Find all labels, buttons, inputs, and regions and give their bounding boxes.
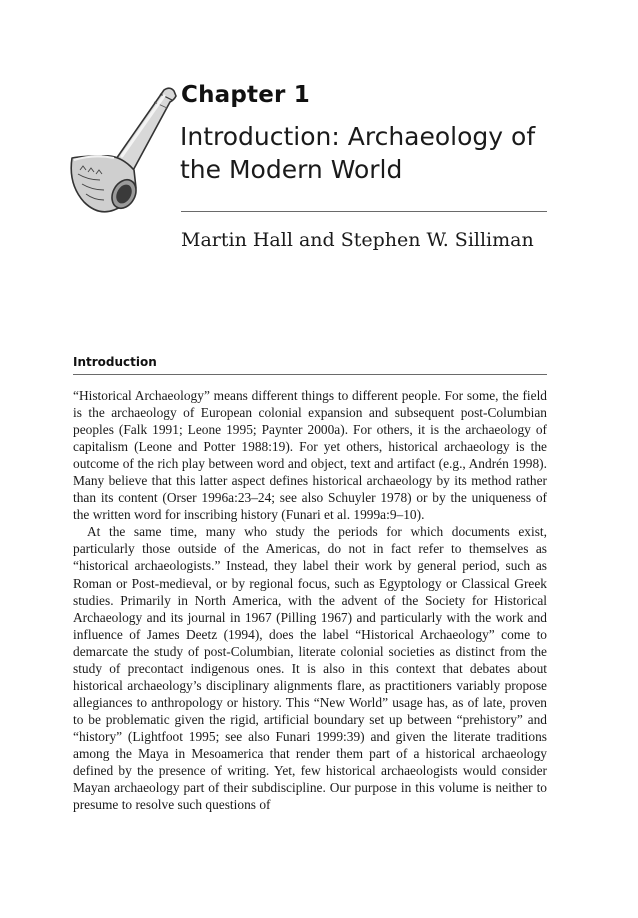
chapter-title: Introduction: Archaeology of the Modern World (180, 122, 536, 184)
chapter-label: Chapter 1 (181, 82, 310, 108)
title-divider (181, 211, 547, 212)
chapter-authors: Martin Hall and Stephen W. Silliman (181, 229, 534, 251)
body-text (73, 387, 547, 813)
paragraph: At the same time, many who study the periods for which documents exist, particularly those outside of the Americas, do not in fact refer to themselves as “historical archaeologists.” Instead, they label their work by general period, such as Roman or Post-medieval, or by regional focus, such as Egyptology or Classical Greek studies. Primarily in North America, with the advent of the Society for Historical Archaeology and its journal in 1967 (Pilling 1967) and particularly with the work and influence of James Deetz (1994), does the label “Historical Archaeology” come to demarcate the study of post-Columbian, literate colonial societies as distinct from the study of precontact indigenous ones. It is also in this context that debates about historical archaeology’s disciplinary alignments flare, as practitioners variably propose allegiances to anthropology or history. This “New World” usage has, as of late, proven to be problematic given the rigid, artificial boundary set up between “prehistory” and “history” (Lightfoot 1995; see also Funari 1999:39) and given the literate traditions among the Maya in Mesoamerica that render them part of a historical archaeology defined by the presence of writing. Yet, few historical archaeologists would consider Mayan archaeology part of their subdiscipline. Our purpose in this volume is neither to presume to resolve such questions of (73, 524, 547, 813)
section-divider (73, 374, 547, 375)
paragraph: “Historical Archaeology” means different things to different people. For some, the field is the archaeology of European colonial expansion and subsequent post-Columbian peoples (Falk 1991; Leone 1995; Paynter 2000a). For others, it is the archaeology of capitalism (Leone and Potter 1988:19). For yet others, historical archaeology is the outcome of the rich play between word and object, text and artifact (e.g., Andrén 1998). Many believe that this latter aspect defines historical archaeology by its method rather than its content (Orser 1996a:23–24; see also Schuyler 1978) or by the uniqueness of the written word for inscribing history (Funari et al. 1999a:9–10). (73, 388, 547, 523)
section-heading: Introduction (73, 355, 157, 369)
clay-pipe-icon (64, 84, 178, 218)
